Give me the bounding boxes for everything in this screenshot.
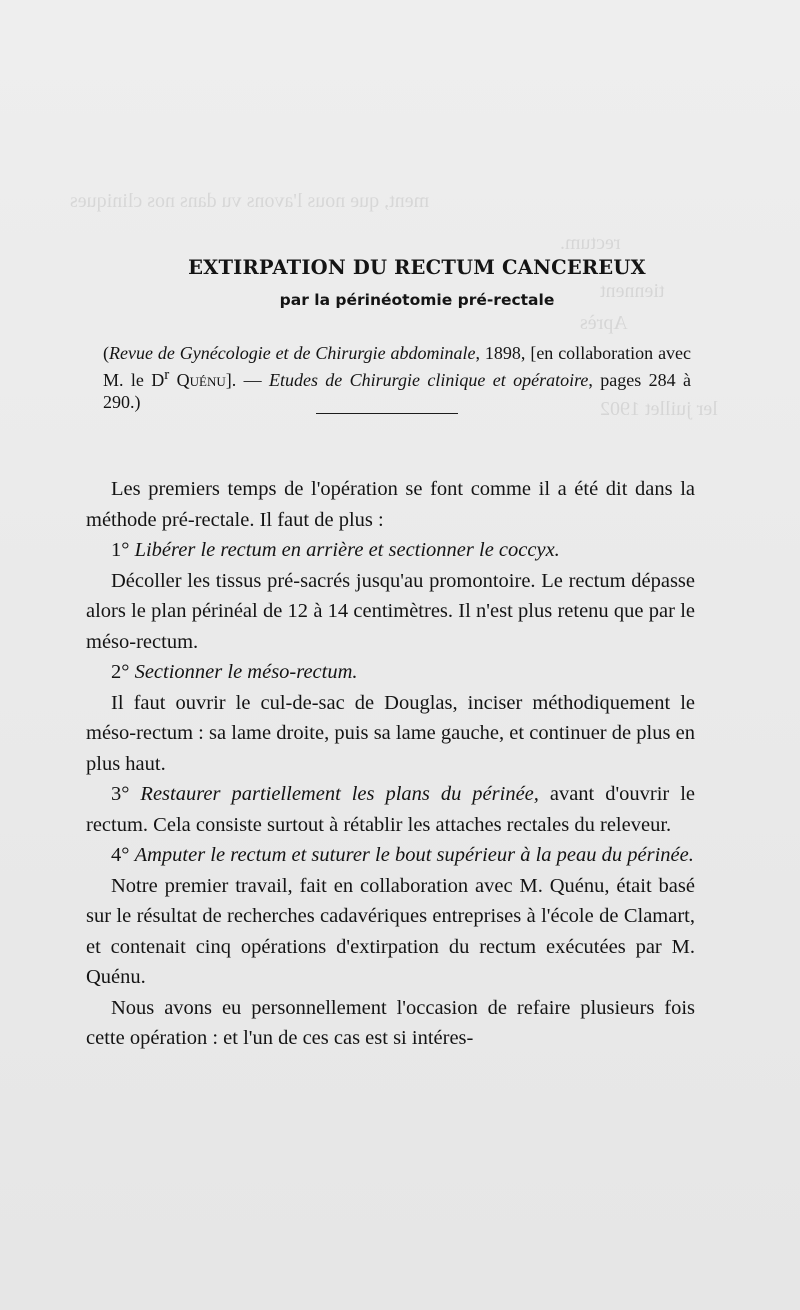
- step-heading: 2° Sectionner le méso-rectum.: [111, 661, 358, 683]
- ref-collab-sup: r: [164, 367, 170, 383]
- ref-collab-name: Quénu: [176, 370, 226, 390]
- paragraph: Notre premier travail, fait en collaboration avec M. Quénu, était basé sur le résultat de recherches cadavériques entreprises à l'école de Clamart, et contenait cinq opérations d'extirpation du rectum exécutées par M. Quénu.: [86, 874, 695, 988]
- ref-pages: pages 284 à 290.): [103, 370, 691, 412]
- step-number: 2°: [111, 661, 130, 683]
- ref-book: Etudes de Chirurgie clinique et opératoire: [268, 370, 589, 390]
- ref-collab-mid: avec M. le D: [103, 343, 692, 390]
- step-number: 4°: [111, 844, 130, 866]
- separator-rule: [316, 413, 458, 414]
- ref-open-paren: (: [103, 343, 109, 363]
- step-heading: 4° Amputer le rectum et suturer le bout supérieur à la peau du périnée.: [111, 844, 694, 866]
- step-number: 3°: [111, 783, 130, 805]
- step-number: 1°: [111, 539, 130, 561]
- paragraph: Décoller les tissus pré-sacrés jusqu'au promontoire. Le rectum dépasse alors le plan périnéal de 12 à 14 centimètres. Il n'est plus retenu que par le méso-rectum.: [86, 569, 695, 653]
- paragraph: Il faut ouvrir le cul-de-sac de Douglas, inciser méthodiquement le méso-rectum : sa lame droite, puis sa lame gauche, et continuer de plus en plus haut.: [86, 691, 695, 775]
- ref-collab-close: ]. —: [225, 370, 269, 390]
- article-title: EXTIRPATION DU RECTUM CANCEREUX: [188, 256, 646, 279]
- ref-collab-open: [en collaboration: [530, 343, 654, 363]
- bleed-through-texture: ment, que nous l'avons vu dans nos cliniques rectum. tiennent Après ler juillet 1902: [70, 190, 718, 420]
- ref-book-sep: ,: [588, 370, 593, 390]
- step-heading: 3° Restaurer partiellement les plans du périnée, avant d'ouvrir le rectum. Cela consiste surtout à rétablir les attaches rectales du releveur.: [86, 783, 696, 836]
- ref-journal: Revue de Gynécologie et de Chirurgie abdominale: [109, 343, 476, 363]
- bibliographic-reference: [103, 342, 691, 413]
- ref-year: , 1898,: [475, 343, 531, 363]
- article-subtitle: par la périnéotomie pré-rectale: [279, 291, 555, 309]
- paragraph: Les premiers temps de l'opération se font comme il a été dit dans la méthode pré-rectale. Il faut de plus :: [86, 478, 695, 531]
- paragraph: Nous avons eu personnellement l'occasion de refaire plusieurs fois cette opération : et l'un de ces cas est si intéres-: [86, 996, 695, 1049]
- step-heading: 1° Libérer le rectum en arrière et sectionner le coccyx.: [111, 539, 560, 561]
- body-text: [86, 474, 695, 1054]
